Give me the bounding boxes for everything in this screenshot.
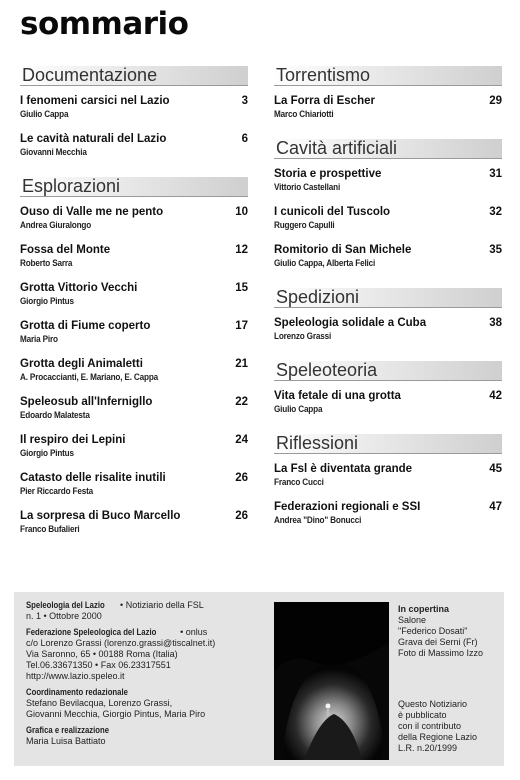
toc-entry[interactable] [20,282,248,307]
toc-entry-title-row [20,434,248,446]
article-author: Andrea Giuralongo [20,220,92,231]
website-link[interactable]: http://www.lazio.speleo.it [26,671,125,681]
funding-line: è pubblicato [398,710,447,720]
address-line: Via Saronno, 65 • 00188 Roma (Italia) [26,649,178,659]
publication-desc: • Notiziario della FSL [120,600,204,610]
toc-entry-title-row [274,463,502,475]
page-number: 3 [241,95,248,107]
toc-entry[interactable] [274,95,502,120]
toc-entry-title-row [20,244,248,256]
left-column [20,66,248,548]
page-number: 22 [235,396,248,408]
cover-line: Foto di Massimo Izzo [398,648,484,658]
toc-entry[interactable] [274,168,502,193]
article-author: Marco Chiariotti [274,109,334,120]
cover-info [398,604,498,754]
toc-entry[interactable] [274,317,502,342]
article-title: Vita fetale di una grotta [274,390,401,402]
toc-entry[interactable] [274,206,502,231]
section-heading: Riflessioni [274,434,502,454]
page-title: sommario [20,6,189,42]
page-number: 6 [241,133,248,145]
page-number: 32 [489,206,502,218]
page-number: 24 [235,434,248,446]
article-author: Giulio Cappa, Alberta Felici [274,258,376,269]
page-number: 42 [489,390,502,402]
article-title: Ouso di Valle me ne pento [20,206,164,218]
page-number: 31 [489,168,502,180]
federation-name: Federazione Speleologica del Lazio [26,627,157,637]
article-author: Edoardo Malatesta [20,410,90,421]
toc-entry[interactable] [274,463,502,488]
editorial-names: Stefano Bevilacqua, Lorenzo Grassi, [26,698,173,708]
toc-entry-title-row [20,472,248,484]
address-line: Tel.06.33671350 • Fax 06.23317551 [26,660,171,670]
page-number: 17 [235,320,248,332]
cover-line: "Federico Dosati" [398,626,468,636]
article-title: I fenomeni carsici nel Lazio [20,95,170,107]
toc-entry-title-row [274,168,502,180]
article-title: Le cavità naturali del Lazio [20,133,167,145]
page-number: 35 [489,244,502,256]
toc-entry-title-row [20,510,248,522]
toc-entry-title-row [274,244,502,256]
page-number: 10 [235,206,248,218]
editorial-names: Giovanni Mecchia, Giorgio Pintus, Maria Piro [26,709,206,719]
section-heading: Cavità artificiali [274,139,502,159]
cover-photo [274,602,389,760]
funding-line: con il contributo [398,721,462,731]
article-title: Federazioni regionali e SSI [274,501,421,513]
right-column [274,66,502,539]
article-author: Lorenzo Grassi [274,331,332,342]
toc-entry-title-row [20,282,248,294]
article-title: Speleologia solidale a Cuba [274,317,427,329]
toc-entry-title-row [274,95,502,107]
cover-line: Grava dei Serni (Fr) [398,637,478,647]
toc-entry-title-row [274,206,502,218]
article-title: La sorpresa di Buco Marcello [20,510,181,522]
funding-line: Questo Notiziario [398,699,468,709]
article-author: Vittorio Castellani [274,182,341,193]
article-title: Speleosub all'Infernigllo [20,396,153,408]
section-heading: Documentazione [20,66,248,86]
section-heading: Esplorazioni [20,177,248,197]
article-title: I cunicoli del Tuscolo [274,206,391,218]
section-heading: Spedizioni [274,288,502,308]
toc-entry[interactable] [20,95,248,120]
article-author: Maria Piro [20,334,58,345]
toc-entry-title-row [20,320,248,332]
toc-entry-title-row [20,206,248,218]
article-author: Giorgio Pintus [20,448,74,459]
toc-entry[interactable] [20,244,248,269]
funding-line: L.R. n.20/1999 [398,743,458,753]
article-title: La Fsl è diventata grande [274,463,413,475]
section-heading: Speleoteoria [274,361,502,381]
toc-entry[interactable] [20,206,248,231]
article-title: Catasto delle risalite inutili [20,472,166,484]
toc-entry-title-row [20,358,248,370]
graphics-name: Maria Luisa Battiato [26,736,106,746]
article-title: Storia e prospettive [274,168,382,180]
toc-entry[interactable] [20,358,248,383]
credits [26,600,271,752]
article-author: Pier Riccardo Festa [20,486,94,497]
toc-entry[interactable] [274,244,502,269]
colophon-box [14,592,504,766]
toc-entry-title-row [274,390,502,402]
toc-entry[interactable] [274,501,502,526]
page-number: 15 [235,282,248,294]
toc-entry[interactable] [20,133,248,158]
toc-entry[interactable] [20,434,248,459]
page-number: 26 [235,472,248,484]
page-number: 21 [235,358,248,370]
toc-entry-title-row [274,317,502,329]
article-title: Fossa del Monte [20,244,111,256]
issue-info: n. 1 • Ottobre 2000 [26,611,102,621]
cave-photo-image [274,602,389,760]
toc-entry[interactable] [274,390,502,415]
article-title: Romitorio di San Michele [274,244,412,256]
article-author: Roberto Sarra [20,258,73,269]
cover-label: In copertina [398,604,450,614]
section-heading: Torrentismo [274,66,502,86]
page-number: 47 [489,501,502,513]
article-title: Grotta di Fiume coperto [20,320,151,332]
article-author: Giorgio Pintus [20,296,74,307]
graphics-label: Grafica e realizzazione [26,725,110,735]
article-title: Grotta degli Animaletti [20,358,143,370]
article-author: Giovanni Mecchia [20,147,87,158]
article-title: Grotta Vittorio Vecchi [20,282,138,294]
page-number: 26 [235,510,248,522]
article-author: Ruggero Capulli [274,220,335,231]
article-author: Andrea "Dino" Bonucci [274,515,362,526]
article-author: Giulio Cappa [274,404,323,415]
page-number: 12 [235,244,248,256]
article-title: La Forra di Escher [274,95,375,107]
cover-line: Salone [398,615,427,625]
toc-entry[interactable] [20,320,248,345]
toc-entry-title-row [274,501,502,513]
page-number: 38 [489,317,502,329]
article-author: Franco Bufalieri [20,524,80,535]
federation-status: • onlus [180,627,208,637]
article-title: Il respiro dei Lepini [20,434,126,446]
toc-entry-title-row [20,396,248,408]
toc-entry[interactable] [20,396,248,421]
publication-name: Speleologia del Lazio [26,600,105,610]
toc-entry[interactable] [20,472,248,497]
editorial-label: Coordinamento redazionale [26,687,128,697]
toc-entry[interactable] [20,510,248,535]
page-number: 29 [489,95,502,107]
toc-entry-title-row [20,133,248,145]
article-author: Franco Cucci [274,477,324,488]
page-number: 45 [489,463,502,475]
toc-entry-title-row [20,95,248,107]
funding-line: della Regione Lazio [398,732,478,742]
article-author: Giulio Cappa [20,109,69,120]
article-author: A. Procaccianti, E. Mariano, E. Cappa [20,372,159,383]
address-line: c/o Lorenzo Grassi (lorenzo.grassi@tiscalnet.it) [26,638,216,648]
